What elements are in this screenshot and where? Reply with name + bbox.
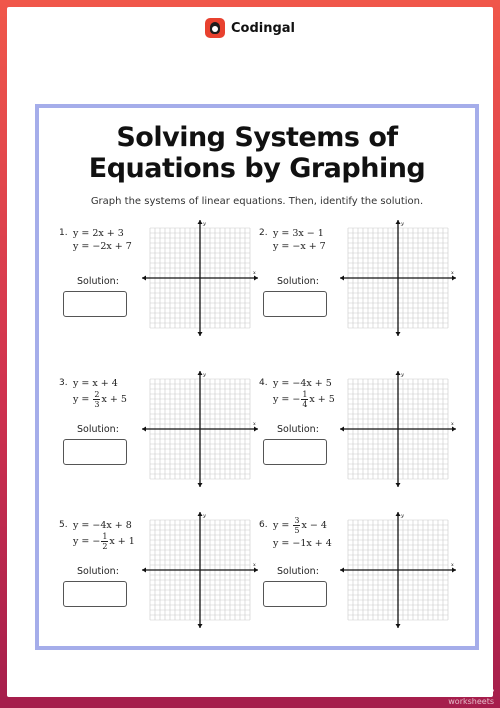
solution-label-6: Solution: (277, 566, 319, 577)
axis-arrow (396, 220, 401, 224)
solution-box-2[interactable] (263, 291, 327, 317)
problem-number: 3. (59, 378, 68, 388)
axis-arrow (396, 512, 401, 516)
grid-svg (150, 372, 256, 479)
equation-1: y = −4x + 8 (73, 520, 132, 531)
axis-arrow (452, 427, 456, 432)
axis-arrow (340, 427, 344, 432)
coordinate-grid-5[interactable] (150, 513, 256, 620)
problem-number: 6. (259, 520, 268, 530)
fraction: $\frac{1}{2}$ (102, 532, 108, 551)
grid-svg (150, 221, 256, 328)
equation-2: y = −1x + 4 (273, 538, 332, 549)
problem-number: 4. (259, 378, 268, 388)
solution-label-3: Solution: (77, 424, 119, 435)
axis-arrow (198, 512, 203, 516)
grid-svg (150, 513, 256, 620)
equation-2: y = − $\frac{1}{2}$ x + 1 (73, 532, 135, 551)
axis-arrow (396, 332, 401, 336)
equation-1: y = 2x + 3 (73, 228, 124, 239)
axis-arrow (142, 568, 146, 573)
fraction: $\frac{2}{3}$ (94, 390, 100, 409)
equation-2: y = $\frac{2}{3}$ x + 5 (73, 390, 127, 409)
worksheet-panel (35, 104, 479, 650)
solution-label-1: Solution: (77, 276, 119, 287)
title-line-1: Solving Systems of (116, 122, 398, 153)
equation-1: y = $\frac{3}{5}$ x − 4 (273, 516, 327, 535)
fraction: $\frac{1}{4}$ (302, 390, 308, 409)
solution-label-4: Solution: (277, 424, 319, 435)
watermark-line-1: TOP (478, 688, 494, 696)
title-line-2: Equations by Graphing (88, 153, 426, 184)
coordinate-grid-1[interactable] (150, 221, 256, 328)
y-axis-label: y (401, 513, 404, 519)
axis-arrow (198, 220, 203, 224)
problem-number: 5. (59, 520, 68, 530)
x-axis-label: x (451, 562, 454, 568)
x-axis-label: x (253, 562, 256, 568)
y-axis-label: y (203, 221, 206, 227)
solution-label-5: Solution: (77, 566, 119, 577)
grid-svg (348, 372, 454, 479)
problem-number: 2. (259, 228, 268, 238)
x-axis-label: x (451, 270, 454, 276)
brand-name: Codingal (230, 20, 296, 36)
y-axis-label: y (401, 372, 404, 378)
equation-2: y = −2x + 7 (73, 241, 132, 252)
solution-box-6[interactable] (263, 581, 327, 607)
axis-arrow (396, 483, 401, 487)
y-axis-label: y (203, 372, 206, 378)
axis-arrow (198, 371, 203, 375)
equation-2: y = − $\frac{1}{4}$ x + 5 (273, 390, 335, 409)
coordinate-grid-2[interactable] (348, 221, 454, 328)
axis-arrow (254, 276, 258, 281)
codingal-logo-icon (205, 18, 225, 38)
axis-arrow (198, 624, 203, 628)
watermark-line-2: worksheets (448, 697, 494, 706)
axis-arrow (396, 624, 401, 628)
solution-box-5[interactable] (63, 581, 127, 607)
problem-number: 1. (59, 228, 68, 238)
instructions: Graph the systems of linear equations. Then, identify the solution. (90, 196, 424, 207)
solution-box-3[interactable] (63, 439, 127, 465)
equation-2: y = −x + 7 (273, 241, 326, 252)
equation-1: y = x + 4 (73, 378, 118, 389)
watermark (448, 688, 494, 706)
solution-box-4[interactable] (263, 439, 327, 465)
worksheet-title (39, 122, 475, 184)
x-axis-label: x (253, 270, 256, 276)
coordinate-grid-6[interactable] (348, 513, 454, 620)
coordinate-grid-3[interactable] (150, 372, 256, 479)
coordinate-grid-4[interactable] (348, 372, 454, 479)
axis-arrow (254, 427, 258, 432)
axis-arrow (142, 427, 146, 432)
axis-arrow (142, 276, 146, 281)
brand-header (0, 18, 500, 42)
y-axis-label: y (401, 221, 404, 227)
equation-1: y = 3x − 1 (273, 228, 324, 239)
axis-arrow (198, 332, 203, 336)
axis-arrow (340, 568, 344, 573)
solution-box-1[interactable] (63, 291, 127, 317)
fraction: $\frac{3}{5}$ (294, 516, 300, 535)
grid-svg (348, 513, 454, 620)
y-axis-label: y (203, 513, 206, 519)
axis-arrow (340, 276, 344, 281)
axis-arrow (396, 371, 401, 375)
grid-svg (348, 221, 454, 328)
axis-arrow (254, 568, 258, 573)
x-axis-label: x (451, 421, 454, 427)
axis-arrow (452, 276, 456, 281)
axis-arrow (452, 568, 456, 573)
axis-arrow (198, 483, 203, 487)
equation-1: y = −4x + 5 (273, 378, 332, 389)
x-axis-label: x (253, 421, 256, 427)
solution-label-2: Solution: (277, 276, 319, 287)
